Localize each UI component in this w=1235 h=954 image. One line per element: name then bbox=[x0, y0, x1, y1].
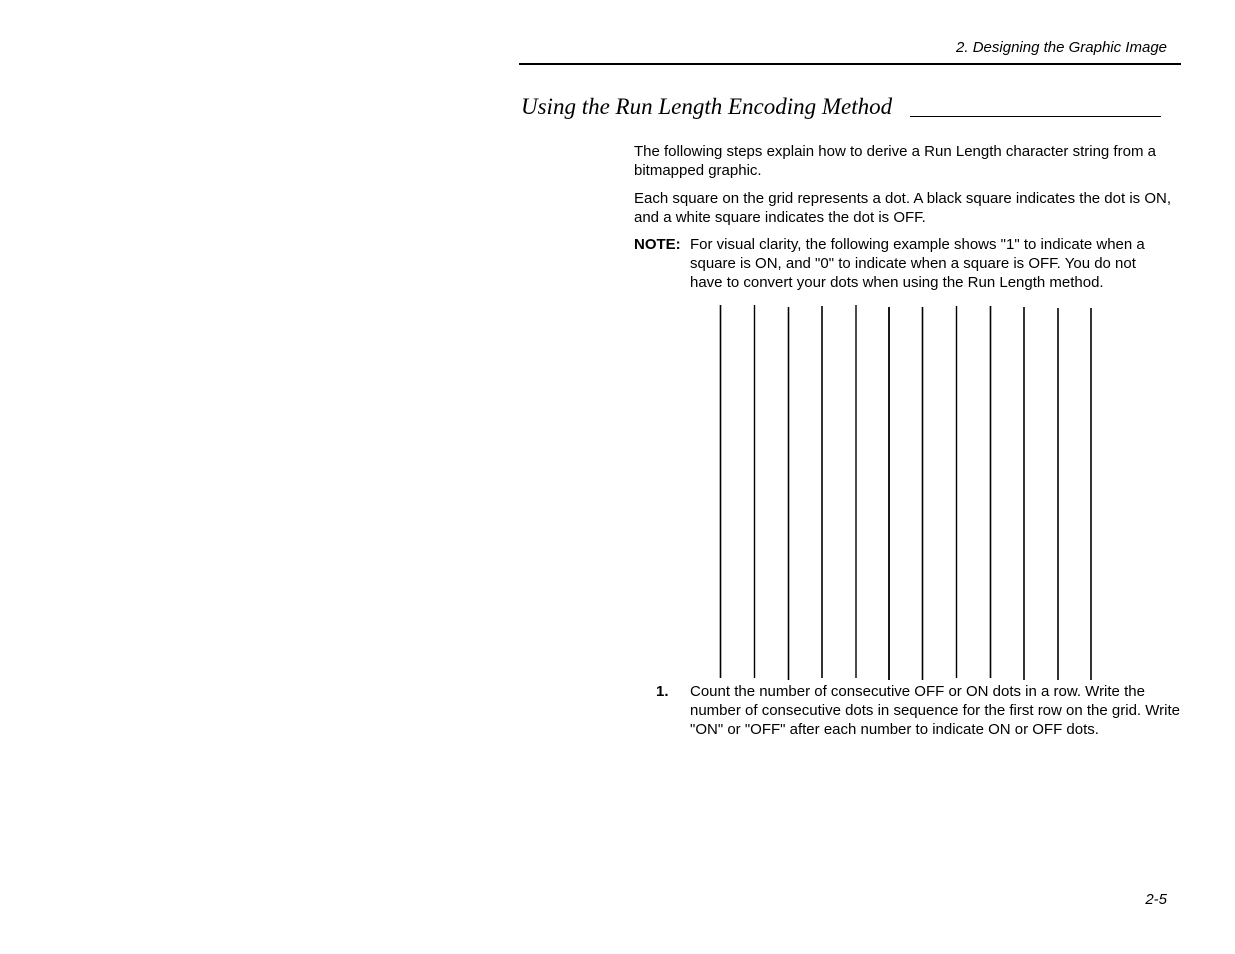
note-text: For visual clarity, the following example shows "1" to indicate when a square is ON, and "0" to indicate when a square is OFF. You do not have to convert your dots when using the Run Length method. bbox=[690, 236, 1145, 291]
running-header: 2. Designing the Graphic Image bbox=[956, 39, 1167, 56]
header-rule bbox=[519, 63, 1181, 65]
page-number: 2-5 bbox=[1145, 891, 1167, 908]
grid-figure bbox=[700, 300, 1120, 685]
grid-explanation-paragraph: Each square on the grid represents a dot. A black square indicates the dot is ON, and a white square indicates the dot is OFF. bbox=[634, 190, 1171, 226]
title-underline bbox=[910, 116, 1161, 117]
intro-paragraph: The following steps explain how to derive a Run Length character string from a bitmapped graphic. bbox=[634, 143, 1156, 179]
section-title: Using the Run Length Encoding Method bbox=[521, 94, 893, 119]
step-text: Count the number of consecutive OFF or ON dots in a row. Write the number of consecutive dots in sequence for the first row on the grid. Write "ON" or "OFF" after each number to indicate ON or OFF dots. bbox=[690, 683, 1180, 738]
note-label: NOTE: bbox=[634, 236, 681, 253]
step-number: 1. bbox=[656, 683, 669, 700]
